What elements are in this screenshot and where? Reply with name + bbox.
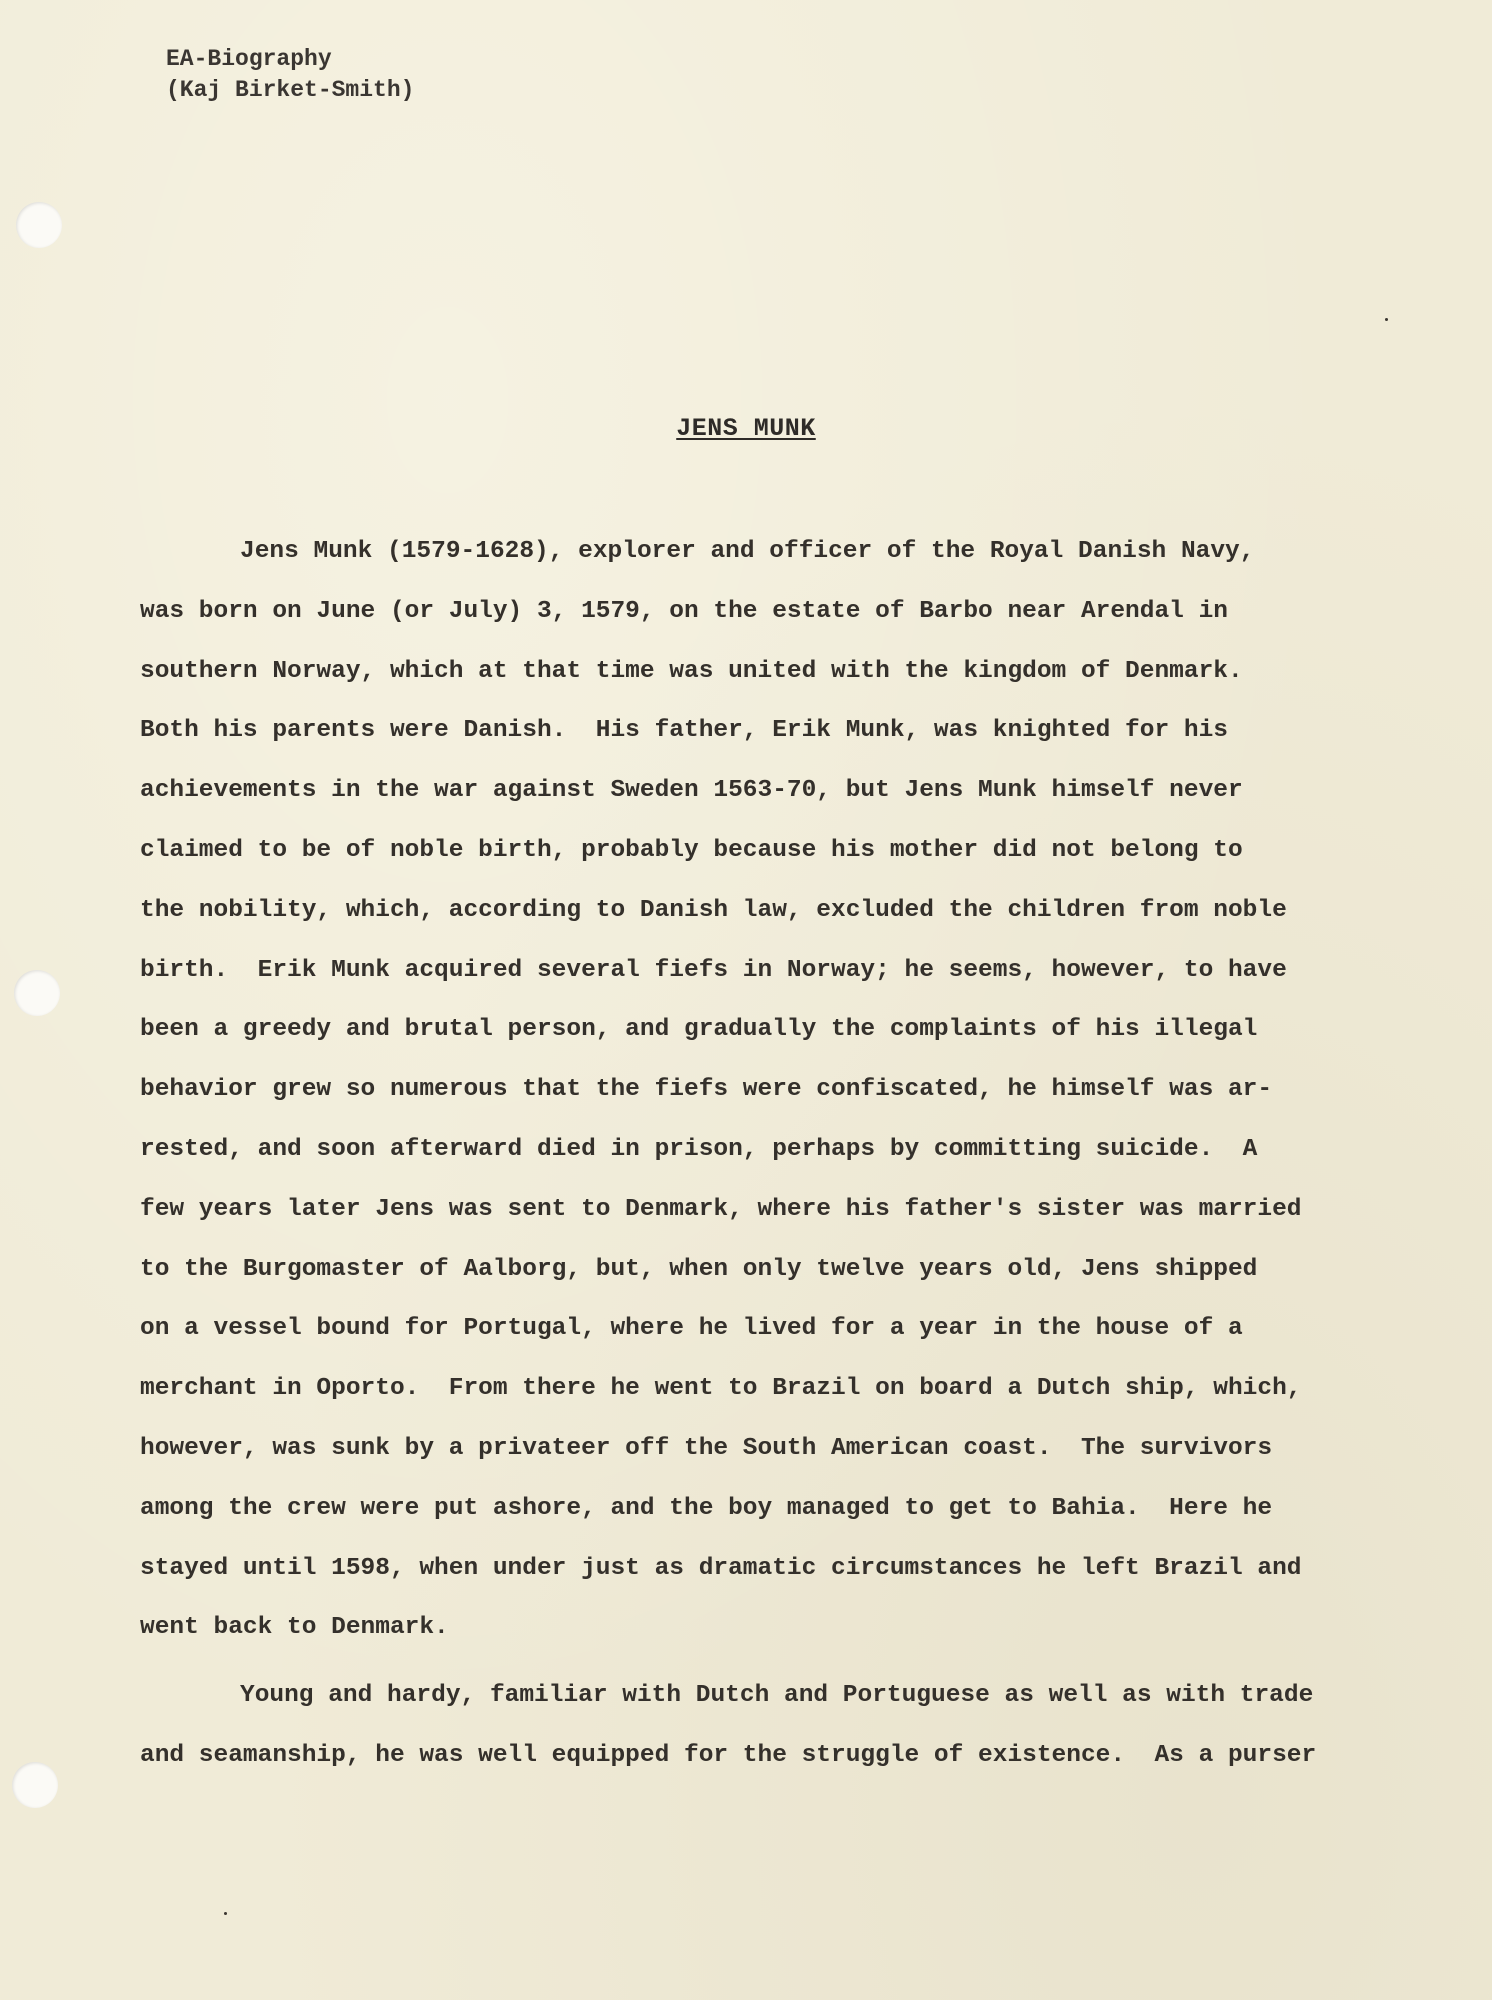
punch-hole-bottom bbox=[12, 1762, 58, 1808]
paragraph-gap bbox=[140, 1658, 1370, 1666]
paper-speck bbox=[1385, 318, 1388, 321]
paragraph-1 bbox=[140, 522, 1370, 1658]
text-line: Young and hardy, familiar with Dutch and Portuguese as well as with trade bbox=[240, 1682, 1314, 1710]
text-line: achievements in the war against Sweden 1563-70, but Jens Munk himself never bbox=[140, 777, 1243, 805]
paper-speck bbox=[224, 1912, 227, 1915]
text-line: behavior grew so numerous that the fiefs were confiscated, he himself was ar- bbox=[140, 1076, 1273, 1104]
punch-hole-top bbox=[16, 202, 62, 248]
text-line: merchant in Oporto. From there he went to Brazil on board a Dutch ship, which, bbox=[140, 1375, 1302, 1403]
text-line: on a vessel bound for Portugal, where he lived for a year in the house of a bbox=[140, 1315, 1243, 1343]
document-body bbox=[140, 522, 1370, 1786]
text-line: claimed to be of noble birth, probably because his mother did not belong to bbox=[140, 836, 1243, 864]
text-line: to the Burgomaster of Aalborg, but, when only twelve years old, Jens shipped bbox=[140, 1255, 1258, 1283]
text-line: rested, and soon afterward died in prison, perhaps by committing suicide. A bbox=[140, 1135, 1258, 1163]
text-line: among the crew were put ashore, and the boy managed to get to Bahia. Here he bbox=[140, 1494, 1273, 1522]
text-line: the nobility, which, according to Danish law, excluded the children from noble bbox=[140, 896, 1287, 924]
header-author: (Kaj Birket-Smith) bbox=[166, 77, 415, 103]
text-line: and seamanship, he was well equipped for the struggle of existence. As a purser bbox=[140, 1741, 1317, 1769]
text-line: however, was sunk by a privateer off the South American coast. The survivors bbox=[140, 1434, 1273, 1462]
text-line: Jens Munk (1579-1628), explorer and officer of the Royal Danish Navy, bbox=[240, 538, 1255, 565]
paragraph-2 bbox=[140, 1666, 1370, 1786]
text-line: Both his parents were Danish. His father, Erik Munk, was knighted for his bbox=[140, 717, 1228, 745]
text-line: southern Norway, which at that time was united with the kingdom of Denmark. bbox=[140, 657, 1243, 685]
text-line: stayed until 1598, when under just as dramatic circumstances he left Brazil and bbox=[140, 1554, 1302, 1582]
text-line: went back to Denmark. bbox=[140, 1614, 449, 1642]
document-title: JENS MUNK bbox=[676, 414, 816, 443]
text-line: was born on June (or July) 3, 1579, on the estate of Barbo near Arendal in bbox=[140, 597, 1228, 625]
text-line: been a greedy and brutal person, and gradually the complaints of his illegal bbox=[140, 1016, 1258, 1044]
header-category: EA-Biography bbox=[166, 46, 332, 72]
punch-hole-middle bbox=[14, 970, 60, 1016]
document-header bbox=[166, 44, 414, 106]
text-line: birth. Erik Munk acquired several fiefs in Norway; he seems, however, to have bbox=[140, 956, 1287, 984]
text-line: few years later Jens was sent to Denmark, where his father's sister was married bbox=[140, 1195, 1302, 1223]
